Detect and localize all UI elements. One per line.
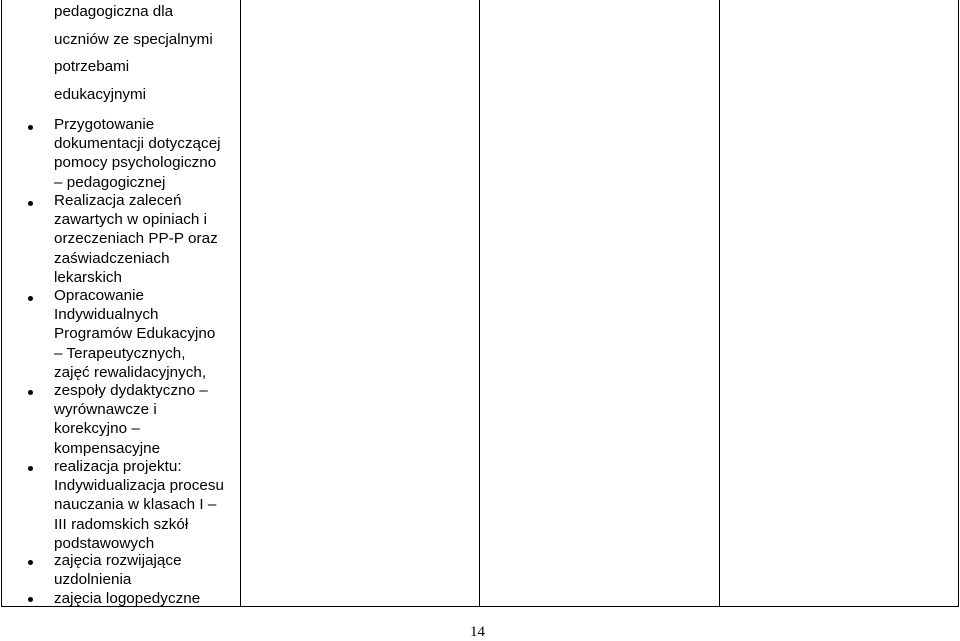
table-column-divider-3 [719, 0, 720, 606]
bullet-icon [28, 390, 33, 395]
list-item-text: zajęcia logopedyczne [54, 590, 201, 607]
intro-line-3: potrzebami [54, 58, 130, 75]
table-column-divider-2 [479, 0, 480, 606]
bullet-icon [28, 597, 33, 602]
list-item-text: realizacja projektu: Indywidualizacja procesu nauczania w klasach I – III radomskich szkół podstawowych [54, 458, 225, 552]
list-item-text: zespoły dydaktyczno – wyrównawcze i korekcyjno – kompensacyjne [54, 382, 208, 457]
table-column-divider-1 [240, 0, 241, 606]
intro-line-1: pedagogiczna dla [54, 3, 174, 20]
list-item-text: Realizacja zaleceń zawartych w opiniach i orzeczeniach PP-P oraz zaświadczeniach lekarskich [54, 192, 218, 286]
intro-line-4: edukacyjnymi [54, 86, 147, 103]
list-item-text: Przygotowanie dokumentacji dotyczącej pomocy psychologiczno – pedagogicznej [54, 116, 221, 191]
bullet-icon [28, 466, 33, 471]
intro-line-2: uczniów ze specjalnymi [54, 31, 213, 48]
bullet-icon [28, 296, 33, 301]
list-item-text: zajęcia rozwijające uzdolnienia [54, 552, 182, 589]
bullet-icon [28, 125, 33, 130]
bullet-icon [28, 201, 33, 206]
table-border-right [958, 0, 959, 606]
table-border-left [1, 0, 2, 606]
page-number: 14 [470, 624, 485, 640]
bullet-icon [28, 560, 33, 565]
list-item-text: Opracowanie Indywidualnych Programów Edukacyjno – Terapeutycznych, zajęć rewalidacyjnych, [54, 287, 216, 381]
